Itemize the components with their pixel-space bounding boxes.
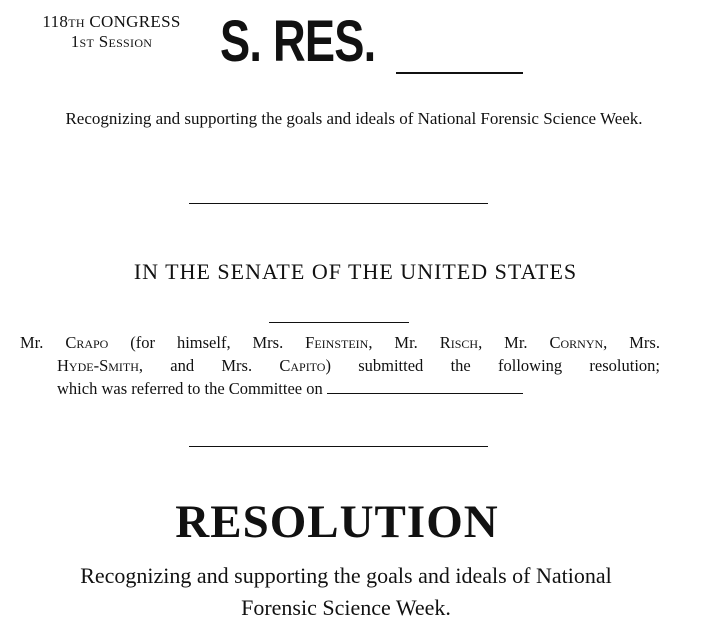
session-suffix: st [79, 32, 95, 51]
sponsor-word: Mrs. [221, 356, 253, 375]
sponsor-line-3 [20, 377, 660, 400]
sponsor-word: submitted [358, 356, 424, 375]
session-label: Session [98, 32, 153, 51]
divider-top [189, 203, 488, 204]
sponsor-name: Capito) [279, 356, 331, 375]
sponsor-word: resolution; [589, 356, 660, 375]
sponsor-word: Mr. [20, 333, 44, 352]
sponsor-name: Crapo [65, 333, 109, 352]
sponsor-word: Mrs. [629, 333, 660, 352]
sponsor-line-2 [20, 354, 660, 377]
sponsor-word: Mr. [394, 333, 418, 352]
congress-line [14, 12, 209, 32]
congress-number: 118 [42, 12, 69, 31]
bill-type-heading: S. RES. [220, 9, 376, 74]
resolution-purpose-line-2: Forensic Science Week. [241, 595, 451, 620]
sponsor-word: and [170, 356, 195, 375]
sponsor-word: following [497, 356, 563, 375]
sponsor-word: Mrs. [252, 333, 284, 352]
sponsor-word: (for [130, 333, 156, 352]
sponsor-name: Risch, [439, 333, 483, 352]
resolution-purpose-line-1: Recognizing and supporting the goals and ideals of National [80, 563, 612, 588]
sponsor-name: Hyde-Smith, [57, 356, 144, 375]
congress-suffix: th [68, 12, 85, 31]
divider-short [269, 322, 409, 323]
chamber-heading: IN THE SENATE OF THE UNITED STATES [133, 259, 578, 284]
resolution-purpose [20, 560, 672, 624]
sponsor-word: the [450, 356, 471, 375]
congress-label: CONGRESS [89, 12, 181, 31]
resolution-title: RESOLUTION [175, 496, 499, 548]
sponsor-statement [20, 331, 660, 400]
sponsor-line-1 [20, 331, 660, 354]
session-line [14, 32, 209, 52]
committee-referral-text: which was referred to the Committee on [57, 379, 323, 398]
sponsor-name: Feinstein, [305, 333, 373, 352]
congress-session-block [14, 12, 209, 52]
sponsor-name: Cornyn, [549, 333, 608, 352]
sponsor-word: Mr. [504, 333, 528, 352]
purpose-summary: Recognizing and supporting the goals and ideals of National Forensic Science Week. [65, 109, 643, 128]
committee-blank [327, 379, 523, 394]
bill-number-blank [396, 72, 523, 74]
sponsor-word: himself, [176, 333, 231, 352]
session-number: 1 [70, 32, 80, 51]
divider-bottom [189, 446, 488, 447]
